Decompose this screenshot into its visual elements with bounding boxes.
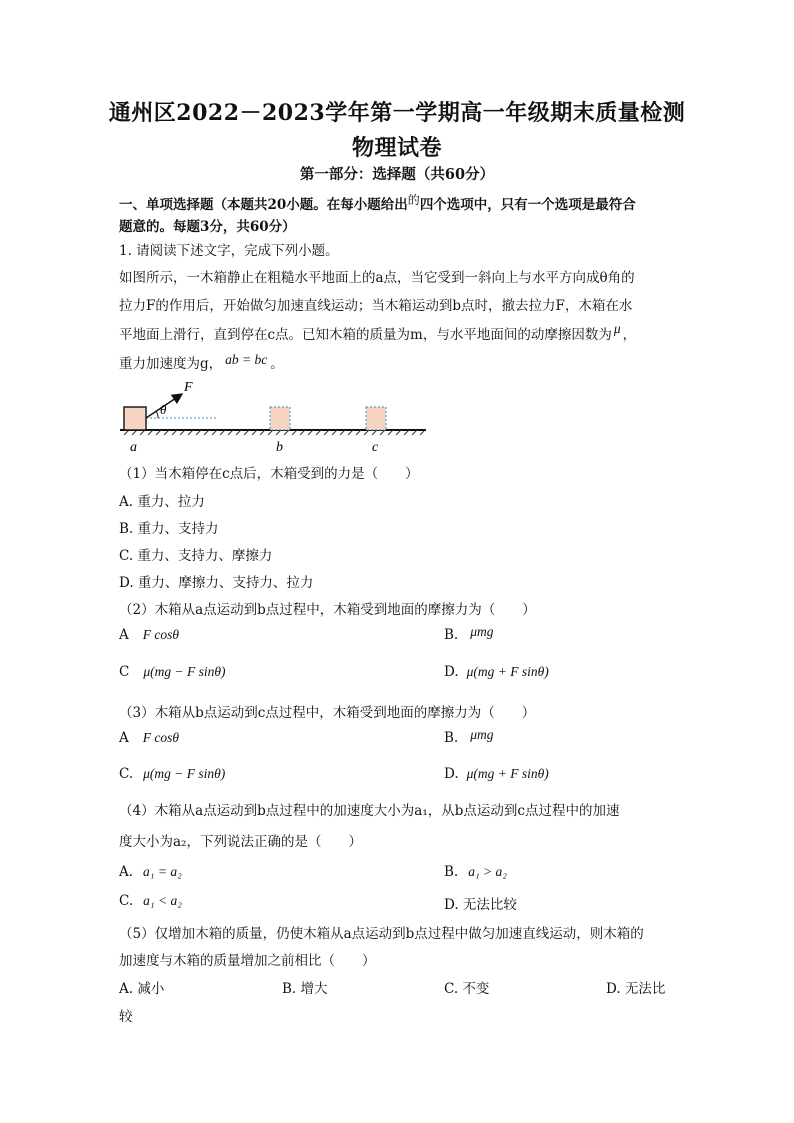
question-1-heading: 1. 请阅读下述文字，完成下列小题。 bbox=[119, 243, 339, 259]
q4-option-b[interactable]: B. a₁ > a₂ bbox=[444, 864, 507, 880]
passage-line4: 重力加速度为g， ab = bc 。 bbox=[119, 352, 284, 372]
question-3-stem: （3）木箱从b点运动到c点过程中，木箱受到地面的摩擦力为（ ） bbox=[119, 705, 536, 721]
point-a-label: a bbox=[130, 440, 137, 455]
box-at-a bbox=[124, 407, 146, 430]
q1-option-b[interactable]: B. 重力、支持力 bbox=[119, 521, 219, 537]
q3-option-b[interactable]: B. μmg bbox=[444, 727, 494, 746]
q2-option-b[interactable]: B. μmg bbox=[444, 624, 494, 643]
q1-option-c[interactable]: C. 重力、支持力、摩擦力 bbox=[119, 548, 273, 564]
exam-title: 通州区2022－2023学年第一学期高一年级期末质量检测 bbox=[108, 100, 686, 126]
q1-option-d[interactable]: D. 重力、摩擦力、支持力、拉力 bbox=[119, 575, 314, 591]
passage-line2: 拉力F的作用后，开始做匀加速直线运动；当木箱运动到b点时，撤去拉力F，木箱在水 bbox=[119, 298, 633, 314]
question-5-stem-line1: （5）仅增加木箱的质量，仍使木箱从a点运动到b点过程中做匀加速直线运动，则木箱的 bbox=[119, 926, 644, 942]
exam-subtitle: 物理试卷 bbox=[351, 135, 442, 161]
q3-option-c[interactable]: C. μ(mg − F sinθ) bbox=[119, 766, 226, 782]
part-heading: 第一部分：选择题（共60分） bbox=[299, 166, 495, 183]
question-4-stem-line2: 度大小为a₂，下列说法正确的是（ ） bbox=[119, 834, 362, 850]
section-instruction-line1: 一、单项选择题（本题共20小题。在每小题给出的四个选项中，只有一个选项是最符合 bbox=[119, 193, 636, 213]
q5-option-c[interactable]: C. 不变 bbox=[444, 981, 490, 997]
passage-line1: 如图所示，一木箱静止在粗糙水平地面上的a点，当它受到一斜向上与水平方向成θ角的 bbox=[119, 270, 635, 286]
q5-option-a[interactable]: A. 减小 bbox=[119, 981, 165, 997]
theta-label: θ bbox=[160, 402, 167, 417]
q2-option-a[interactable]: A F cosθ bbox=[119, 627, 179, 643]
q1-option-a[interactable]: A. 重力、拉力 bbox=[119, 494, 205, 510]
passage-line3: 平地面上滑行，直到停在c点。已知木箱的质量为m，与水平地面间的动摩擦因数为 μ ， bbox=[119, 321, 637, 343]
q4-option-a[interactable]: A. a₁ = a₂ bbox=[119, 864, 182, 880]
physics-diagram bbox=[118, 378, 430, 458]
q5-option-d-continuation: 较 bbox=[119, 1009, 133, 1025]
box-at-c bbox=[366, 407, 386, 430]
q3-option-a[interactable]: A F cosθ bbox=[119, 730, 179, 746]
q5-option-b[interactable]: B. 增大 bbox=[282, 981, 328, 997]
point-c-label: c bbox=[372, 440, 379, 455]
point-b-label: b bbox=[276, 440, 283, 455]
q4-option-c[interactable]: C. a₁ < a₂ bbox=[119, 893, 182, 909]
q2-option-c[interactable]: C μ(mg − F sinθ) bbox=[119, 664, 226, 680]
q2-option-d[interactable]: D. μ(mg + F sinθ) bbox=[444, 664, 549, 680]
box-at-b bbox=[270, 407, 290, 430]
force-label: F bbox=[184, 380, 193, 395]
question-4-stem-line1: （4）木箱从a点运动到b点过程中的加速度大小为a₁，从b点运动到c点过程中的加速 bbox=[119, 803, 620, 819]
q5-option-d[interactable]: D. 无法比 bbox=[606, 981, 666, 997]
question-1-stem: （1）当木箱停在c点后，木箱受到的力是（ ） bbox=[119, 466, 419, 482]
q4-option-d[interactable]: D. 无法比较 bbox=[444, 897, 517, 913]
q3-option-d[interactable]: D. μ(mg + F sinθ) bbox=[444, 766, 549, 782]
angle-arc bbox=[156, 411, 158, 418]
question-2-stem: （2）木箱从a点运动到b点过程中，木箱受到地面的摩擦力为（ ） bbox=[119, 602, 536, 618]
question-5-stem-line2: 加速度与木箱的质量增加之前相比（ ） bbox=[119, 953, 376, 969]
section-instruction-line2: 题意的。每题3分，共60分） bbox=[119, 219, 296, 235]
